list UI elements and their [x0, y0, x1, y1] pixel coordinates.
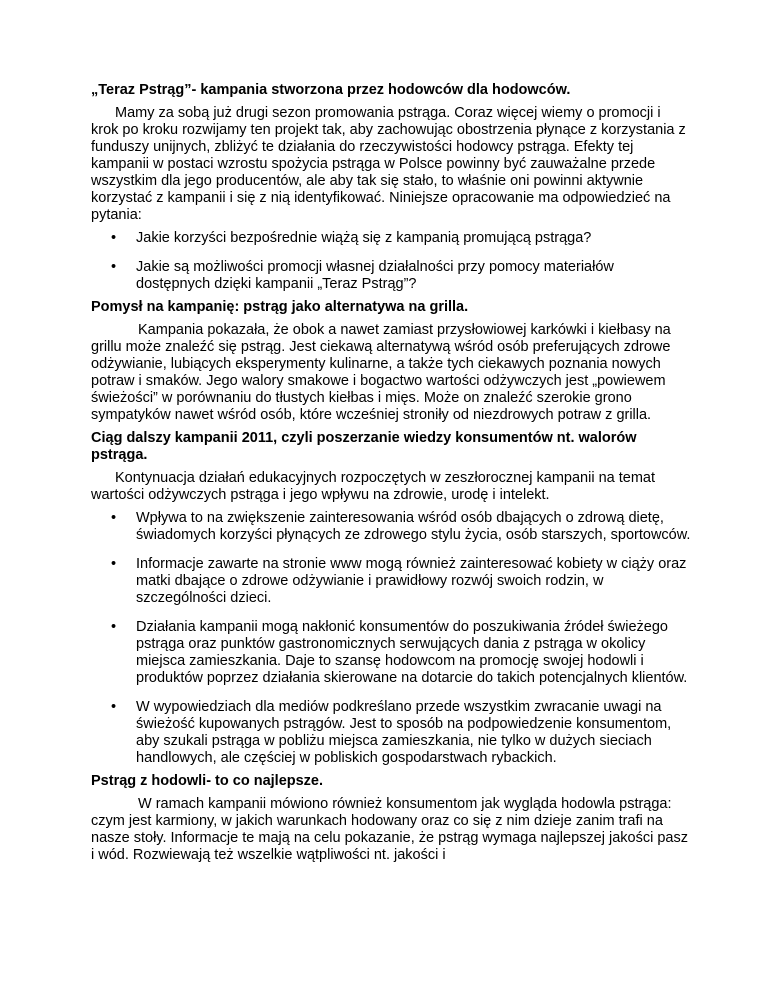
list-item: [91, 259, 691, 293]
document-page: [91, 82, 691, 870]
document-title: „Teraz Pstrąg”- kampania stworzona przez hodowców dla hodowców.: [91, 82, 571, 98]
list-item: [91, 699, 691, 767]
farm-paragraph: W ramach kampanii mówiono również konsumentom jak wygląda hodowla pstrąga: czym jest karmiony, w jakich warunkach hodowany oraz co się z nim dzieje zanim trafi na nasze stoły. Informacje te mają na celu pokazanie, że pstrąg wymaga najlepszej jakości pasz i wód. Rozwiewają też wszelkie wątpliwości nt. jakości i: [91, 796, 688, 863]
grill-paragraph: Kampania pokazała, że obok a nawet zamiast przysłowiowej karkówki i kiełbasy na grillu może znaleźć się pstrąg. Jest ciekawą alternatywą wśród osób preferujących zdrowe odżywianie, lubiących eksperymenty kulinarne, a także tych ciekawych poznania nowych potraw i smaków. Jego walory smakowe i bogactwo wartości odżywczych jest „powiewem świeżości” w porównaniu do tłustych kiełbas i mięs. Może on znaleźć szerokie grono sympatyków nawet wśród osób, które wcześniej stroniły od niezdrowych potraw z grilla.: [91, 322, 671, 423]
bullet-icon: •: [111, 619, 117, 635]
section-heading-farm: Pstrąg z hodowli- to co najlepsze.: [91, 773, 324, 789]
list-item-text: Działania kampanii mogą nakłonić konsumentów do poszukiwania źródeł świeżego pstrąga oraz punktów gastronomicznych serwujących dania z pstrąga w okolicy miejsca zamieszkania. Daje to szansę hodowcom na promocję swojej hodowli i produktów poprzez działania skierowane na dotarcie do takich potencjalnych klientów.: [136, 619, 688, 686]
section-heading-2011: Ciąg dalszy kampanii 2011, czyli poszerzanie wiedzy konsumentów nt. walorów pstrąga.: [91, 430, 637, 463]
campaign-2011-paragraph: Kontynuacja działań edukacyjnych rozpoczętych w zeszłorocznej kampanii na temat wartości odżywczych pstrąga i jego wpływu na zdrowie, urodę i intelekt.: [91, 470, 656, 503]
section-heading-grill: Pomysł na kampanię: pstrąg jako alternatywa na grilla.: [91, 299, 469, 315]
bullet-icon: •: [111, 230, 117, 246]
campaign-2011-list: [91, 510, 691, 767]
list-item: [91, 510, 691, 544]
bullet-icon: •: [111, 699, 117, 715]
intro-paragraph: Mamy za sobą już drugi sezon promowania pstrąga. Coraz więcej wiemy o promocji i krok po kroku rozwijamy ten projekt tak, aby zachowując obostrzenia płynące z korzystania z funduszy unijnych, zbliżyć te działania do rzeczywistości hodowcy pstrąga. Efekty tej kampanii w postaci wzrostu spożycia pstrąga w Polsce powinny być zauważalne przede wszystkim dla jego producentów, ale aby tak się stało, to właśnie oni powinni aktywnie korzystać z kampanii i się z nią identyfikować. Niniejsze opracowanie ma odpowiedzieć na pytania:: [91, 105, 686, 223]
list-item: [91, 619, 691, 687]
bullet-icon: •: [111, 556, 117, 572]
list-item-text: Jakie są możliwości promocji własnej działalności przy pomocy materiałów dostępnych dzięki kampanii „Teraz Pstrąg”?: [136, 259, 614, 292]
list-item-text: Informacje zawarte na stronie www mogą również zainteresować kobiety w ciąży oraz matki dbające o zdrowe odżywianie i prawidłowy rozwój swoich rodzin, w szczególności dzieci.: [136, 556, 687, 606]
bullet-icon: •: [111, 510, 117, 526]
list-item: [91, 230, 691, 247]
bullet-icon: •: [111, 259, 117, 275]
list-item: [91, 556, 691, 607]
list-item-text: Wpływa to na zwiększenie zainteresowania wśród osób dbających o zdrową dietę, świadomych korzyści płynących ze zdrowego stylu życia, osób starszych, sportowców.: [136, 510, 691, 543]
list-item-text: W wypowiedziach dla mediów podkreślano przede wszystkim zwracanie uwagi na świeżość kupowanych pstrągów. Jest to sposób na podpowiedzenie konsumentom, aby szukali pstrąga w pobliżu miejsca zamieszkania, nie tylko w dużych sieciach handlowych, ale częściej w pobliskich gospodarstwach rybackich.: [136, 699, 672, 766]
list-item-text: Jakie korzyści bezpośrednie wiążą się z kampanią promującą pstrąga?: [136, 230, 592, 246]
questions-list: [91, 230, 691, 293]
